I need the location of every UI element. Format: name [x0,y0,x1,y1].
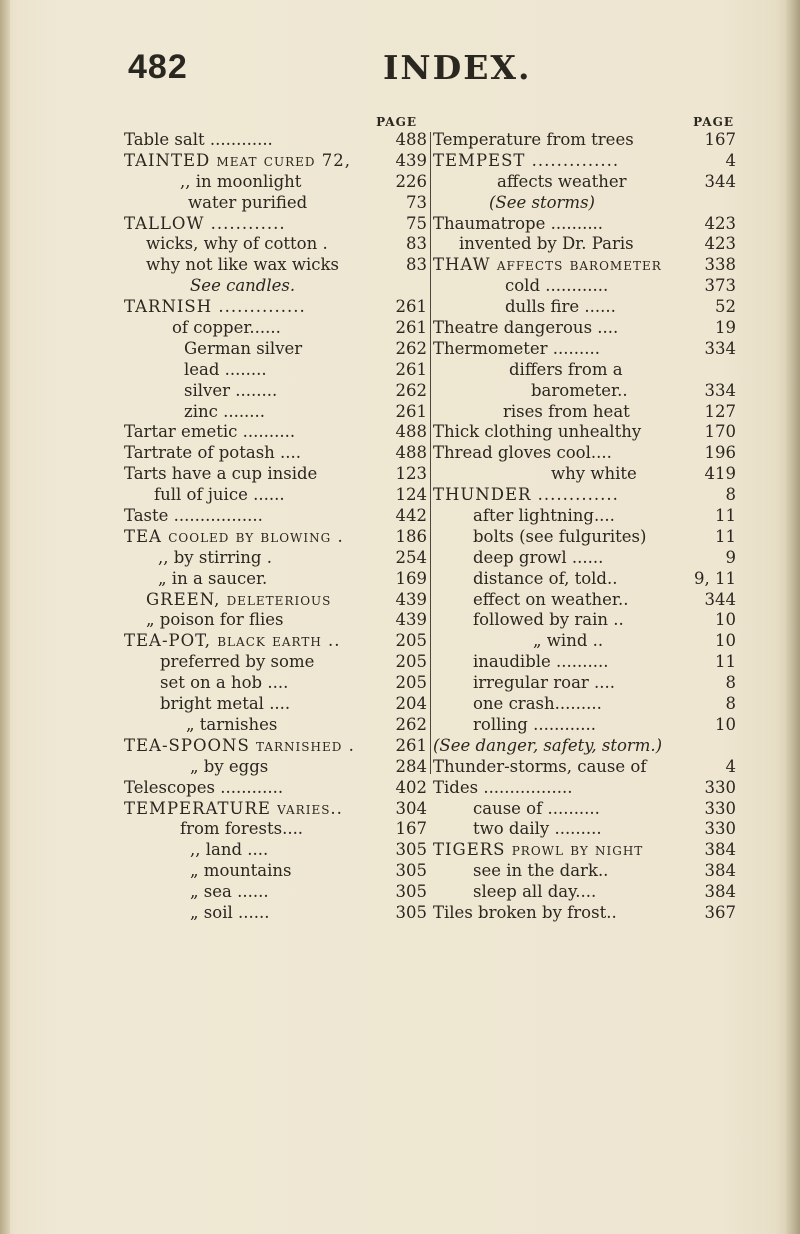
index-entry-text: ,, by stirring . [158,547,272,567]
index-entry [124,276,431,297]
index-entry-text: silver ........ [184,380,278,400]
index-entry-text: Tides ................. [433,777,573,797]
index-entry-text: „ mountains [190,861,292,881]
index-entry-text: „ in a saucer. [158,568,268,588]
index-entries-right [433,130,738,924]
index-entry [124,464,431,485]
index-entry-text: of copper...... [172,318,281,338]
index-entry-text: distance of, told.. [473,568,618,588]
index-entry-page: 10 [715,631,736,651]
index-entry [433,485,738,506]
index-entry [124,381,431,402]
index-entry-page: 262 [395,714,427,734]
index-entry-text: German silver [184,338,303,358]
index-entry-page: 330 [704,777,736,797]
index-entry-page: 123 [395,464,427,484]
index-entry-page: 167 [704,130,736,149]
index-entry-text: „ sea ...... [190,882,269,902]
index-entry-text: GREEN, deleterious [146,589,332,609]
page-right-edge [786,0,800,1234]
index-entry [433,757,738,778]
index-entry [124,861,431,882]
index-entry-page: 9 [725,547,736,567]
index-entry-page: 439 [395,589,427,609]
index-entry-text: „ tarnishes [186,714,278,734]
index-entry-page: 52 [715,297,736,317]
index-entry-text: TALLOW ............ [124,213,286,233]
index-entries-left [124,130,431,924]
index-entry-page: 205 [395,631,427,651]
index-entry-text: two daily ......... [473,819,602,839]
index-entry-page: 367 [704,902,736,922]
index-entry-text: TEMPERATURE varies.. [124,798,343,818]
index-entry-page: 11 [715,506,736,526]
index-entry [124,778,431,799]
index-entry-text: „ poison for flies [146,610,284,630]
index-entry-text: one crash......... [473,694,602,714]
index-entry-text: TIGERS prowl by night [433,840,644,860]
index-entry [124,339,431,360]
index-entry [124,694,431,715]
index-entry-text: ,, land .... [190,840,269,860]
index-entry-page: 170 [704,422,736,442]
index-entry-text: why white [551,464,637,484]
index-entry-text: bolts (see fulgurites) [473,526,647,546]
index-entry-text: THUNDER ............. [433,485,619,505]
index-entry [433,569,738,590]
index-entry [433,193,738,214]
index-entry-page: 344 [704,589,736,609]
index-entry [433,506,738,527]
index-entry-page: 419 [704,464,736,484]
index-entry [124,297,431,318]
index-entry-page: 384 [704,861,736,881]
index-entry-text: deep growl ...... [473,547,604,567]
index-entry [433,464,738,485]
index-entry [124,673,431,694]
index-entry-text: Temperature from trees [433,130,634,149]
index-entry-text: TEA cooled by blowing . [124,526,344,546]
index-entry-text: from forests.... [180,819,304,839]
index-entry-text: ,, in moonlight [180,171,302,191]
index-entry-text: Table salt ............ [124,130,273,149]
index-entry [124,715,431,736]
index-entry-page: 439 [395,150,427,170]
index-entry-text: full of juice ...... [154,485,285,505]
index-entry-page: 8 [725,673,736,693]
index-entry-page: 442 [395,506,427,526]
index-entry [433,402,738,423]
index-entry-page: 344 [704,171,736,191]
index-entry-text: rolling ............ [473,714,597,734]
index-entry-text: effect on weather.. [473,589,629,609]
index-entry [124,402,431,423]
index-entry-page: 11 [715,652,736,672]
index-entry-page: 338 [704,255,736,275]
index-entry [433,214,738,235]
index-entry-page: 124 [395,485,427,505]
index-entry-page: 334 [704,380,736,400]
index-entry [433,819,738,840]
index-entry [433,276,738,297]
index-entry [433,610,738,631]
index-entry-text: Tarts have a cup inside [124,464,318,484]
index-entry-page: 330 [704,798,736,818]
page-header [0,38,800,108]
index-entry-text: preferred by some [160,652,315,672]
index-entry-page: 254 [395,547,427,567]
index-entry [433,318,738,339]
index-entry [433,694,738,715]
index-entry-page: 305 [395,861,427,881]
index-entry [433,673,738,694]
index-entry [433,903,738,924]
index-entry [124,799,431,820]
page-left-edge [0,0,10,1234]
index-entry [433,297,738,318]
index-entry-page: 19 [715,318,736,338]
index-entry [124,422,431,443]
index-entry-page: 305 [395,882,427,902]
index-entry [433,422,738,443]
index-entry [124,151,431,172]
index-entry [433,778,738,799]
index-entry-text: THAW affects barometer [433,255,662,275]
index-entry-text: TAINTED meat cured 72, [124,150,351,170]
index-entry [433,234,738,255]
index-entry-text: Tartrate of potash .... [124,443,302,463]
index-entry [124,485,431,506]
index-entry [124,757,431,778]
index-entry-text: Thermometer ......... [433,338,601,358]
index-entry-page: 488 [395,130,427,149]
index-entry-page: 4 [725,756,736,776]
index-entry-page: 10 [715,714,736,734]
index-entry-page: 261 [395,401,427,421]
index-entry [433,527,738,548]
index-entry [433,715,738,736]
index-entry-text: TEA-SPOONS tarnished . [124,735,355,755]
index-entry-text: See candles. [190,276,296,296]
index-entry-text: Telescopes ............ [124,777,284,797]
index-entry [124,840,431,861]
index-entry-text: Tiles broken by frost.. [433,902,617,922]
index-entry-text: dulls fire ...... [505,297,616,317]
index-entry-page: 204 [395,694,427,714]
index-entry-page: 196 [704,443,736,463]
index-entry-page: 10 [715,610,736,630]
column-header-page: PAGE [376,115,417,129]
index-entry [433,255,738,276]
index-entry [433,861,738,882]
index-entry-page: 334 [704,338,736,358]
index-entry-text: TARNISH .............. [124,297,306,317]
index-entry-text: water purified [188,192,308,212]
index-entry-text: „ soil ...... [190,902,270,922]
index-entry-page: 423 [704,234,736,254]
index-entry-text: Thunder-storms, cause of [433,756,647,776]
index-entry-page: 373 [704,276,736,296]
index-entry-text: inaudible .......... [473,652,609,672]
index-entry-text: followed by rain .. [473,610,624,630]
index-entry-text: cold ............ [505,276,609,296]
index-entry-page: 205 [395,673,427,693]
index-entry-page: 167 [395,819,427,839]
index-entry-text: see in the dark.. [473,861,609,881]
index-entry-page: 205 [395,652,427,672]
index-entry [124,736,431,757]
index-entry [124,506,431,527]
index-entry-text: differs from a [509,359,623,379]
index-entry [124,214,431,235]
index-entry-page: 4 [725,150,736,170]
index-entry [433,590,738,611]
index-entry [433,736,738,757]
index-entry-page: 11 [715,526,736,546]
index-entry-page: 284 [395,756,427,776]
index-entry-page: 9, 11 [694,568,736,588]
index-entry-text: Thick clothing unhealthy [433,422,642,442]
index-entry-text: irregular roar .... [473,673,616,693]
index-entry-page: 330 [704,819,736,839]
index-entry-text: (See danger, safety, storm.) [433,735,663,755]
index-entry [433,381,738,402]
index-entry [124,652,431,673]
index-entry-text: Theatre dangerous .... [433,318,619,338]
index-entry [433,799,738,820]
index-entry [124,882,431,903]
index-entry-text: lead ........ [184,359,267,379]
index-entry [433,631,738,652]
index-entry [433,339,738,360]
index-entry-page: 262 [395,380,427,400]
index-entry-text: zinc ........ [184,401,266,421]
index-entry-page: 75 [406,213,427,233]
index-entry-page: 384 [704,840,736,860]
index-entry-page: 127 [704,401,736,421]
index-column-left [124,114,431,924]
index-entry-text: invented by Dr. Paris [459,234,634,254]
index-entry [124,903,431,924]
index-entry-text: „ by eggs [190,756,269,776]
index-entry-page: 384 [704,882,736,902]
index-entry-page: 305 [395,902,427,922]
index-entry-page: 261 [395,297,427,317]
index-entry-page: 261 [395,318,427,338]
index-entry [124,548,431,569]
index-entry [124,819,431,840]
index-entry-page: 305 [395,840,427,860]
index-entry-text: affects weather [497,171,627,191]
column-divider [430,132,431,774]
index-entry [124,360,431,381]
index-entry-page: 186 [395,526,427,546]
index-entry-page: 262 [395,338,427,358]
index-entry-page: 402 [395,777,427,797]
index-entry [433,360,738,381]
index-entry [433,840,738,861]
index-entry-page: 423 [704,213,736,233]
index-entry [124,631,431,652]
index-entry-page: 439 [395,610,427,630]
column-header-page: PAGE [693,115,734,129]
index-entry-text: Thread gloves cool.... [433,443,612,463]
index-entry-text: wicks, why of cotton . [146,234,328,254]
index-entry [124,569,431,590]
index-entry-page: 8 [725,485,736,505]
index-entry-page: 488 [395,443,427,463]
index-entry [124,130,431,151]
index-entry-page: 83 [406,255,427,275]
index-entry-text: Taste ................. [124,506,263,526]
index-entry-page: 488 [395,422,427,442]
index-entry [433,151,738,172]
index-entry-text: set on a hob .... [160,673,289,693]
index-entry [433,443,738,464]
index-entry [124,193,431,214]
index-entry [124,527,431,548]
index-entry-text: Thaumatrope .......... [433,213,604,233]
index-entry [433,130,738,151]
index-entry-text: barometer.. [531,380,628,400]
index-entry-text: TEMPEST .............. [433,150,620,170]
index-entry-page: 8 [725,694,736,714]
index-entry [433,548,738,569]
index-entry-text: rises from heat [503,401,630,421]
index-entry [124,590,431,611]
index-entry [124,610,431,631]
index-entry [124,172,431,193]
page-title: INDEX. [383,48,532,87]
index-entry-text: (See storms) [489,192,595,212]
index-entry-page: 261 [395,735,427,755]
index-entry [433,172,738,193]
index-entry [433,882,738,903]
index-entry-text: sleep all day.... [473,882,597,902]
index-column-right [433,114,738,924]
index-entry-text: why not like wax wicks [146,255,339,275]
index-entry-text: „ wind .. [533,631,604,651]
index-entry [124,443,431,464]
index-entry-text: Tartar emetic .......... [124,422,296,442]
index-entry [124,234,431,255]
index-entry-page: 83 [406,234,427,254]
index-entry-text: TEA-POT, black earth .. [124,631,341,651]
index-entry [433,652,738,673]
index-entry-page: 226 [395,171,427,191]
index-entry-text: cause of .......... [473,798,600,818]
index-entry-page: 169 [395,568,427,588]
index-entry [124,318,431,339]
index-entry [124,255,431,276]
page-number: 482 [128,48,188,86]
index-entry-page: 73 [406,192,427,212]
index-entry-text: bright metal .... [160,694,291,714]
index-entry-text: after lightning.... [473,506,615,526]
index-entry-page: 261 [395,359,427,379]
index-entry-page: 304 [395,798,427,818]
